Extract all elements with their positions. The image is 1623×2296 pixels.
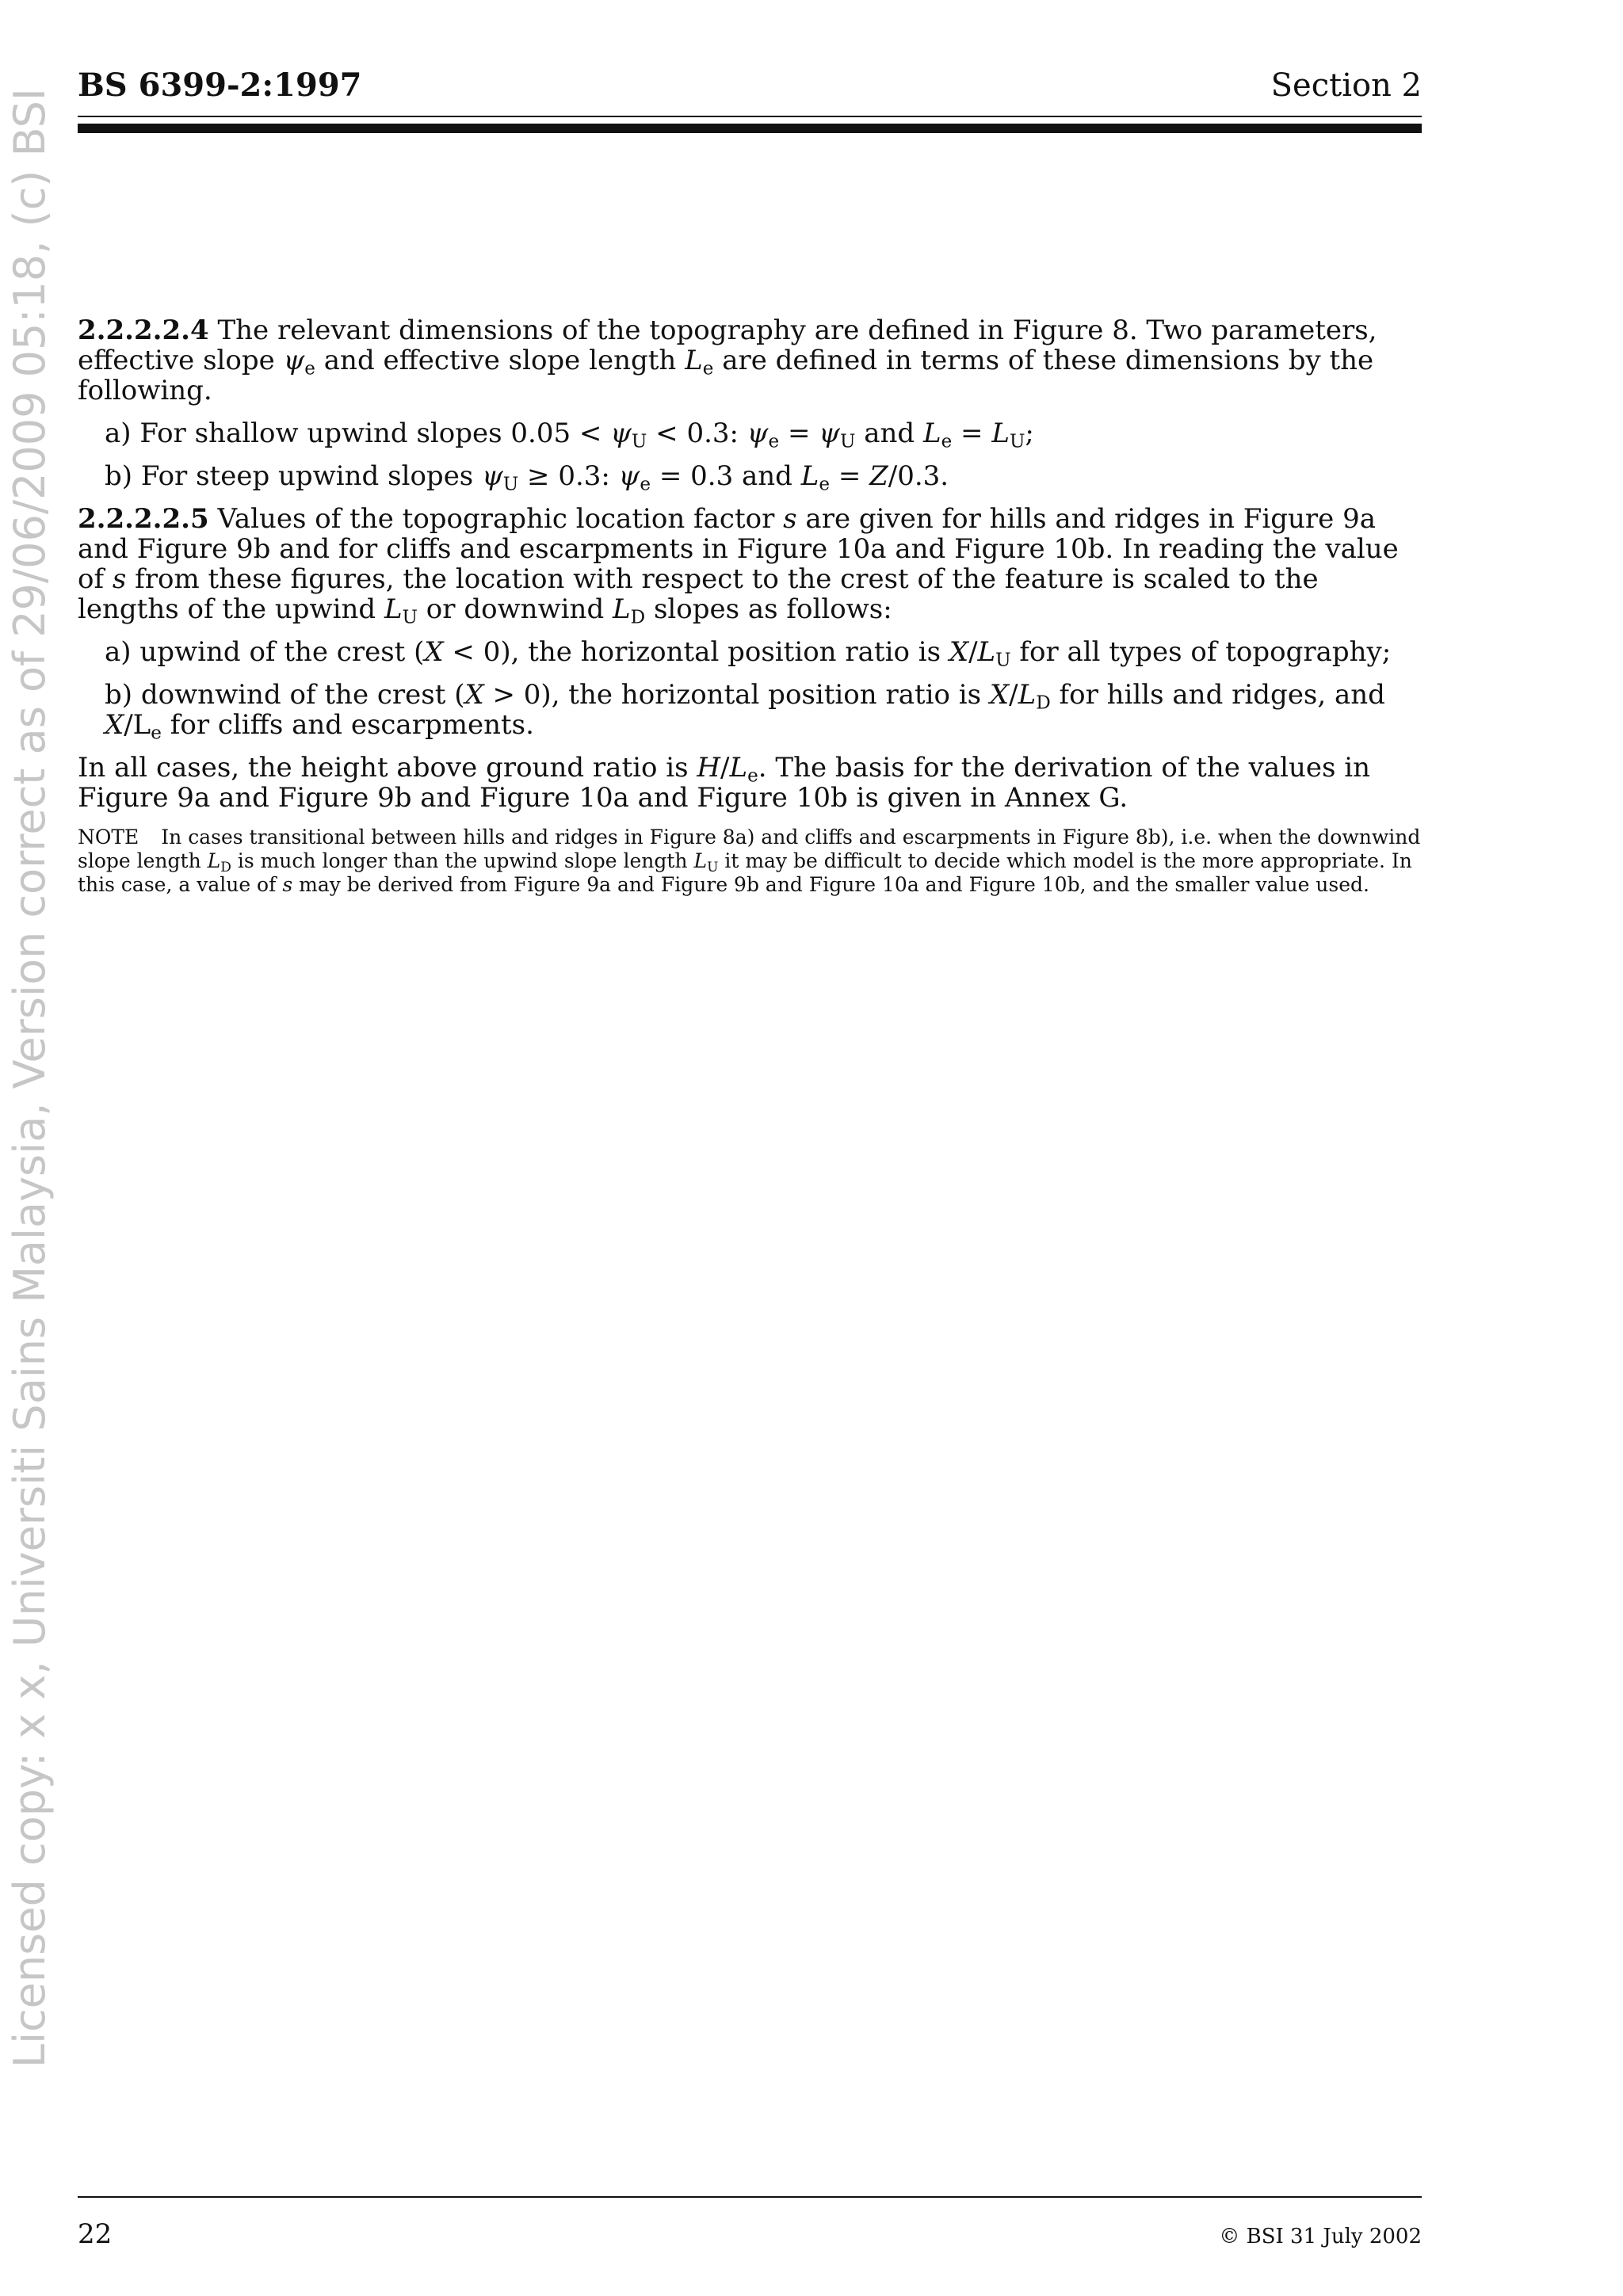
header-rule-thick xyxy=(78,124,1422,133)
note-paragraph: NOTE In cases transitional between hills and ridges in Figure 8a) and cliffs and escarpments in Figure 8b), i.e. when the downwind slope length $L_D$ is much longer than the upwind slope length $L_U$ it may be difficult to decide which model is the more appropriate. In this case, a value of s may be derived from Figure 9a and Figure 9b and Figure 10a and Figure 10b, and the smaller value used. xyxy=(78,826,1421,896)
clause-2-2-2-2-4: 2.2.2.2.4 The relevant dimensions of the topography are defined in Figure 8. Two parameters, effective slope $\psi_e$ and effective slope length $L_e$ are defined in terms of these dimensions by the following. xyxy=(78,315,1377,406)
document-code: BS 6399-2:1997 xyxy=(78,67,362,104)
page-number: 22 xyxy=(78,2218,113,2250)
clause-2-2-2-2-5: 2.2.2.2.5 Values of the topographic location factor s are given for hills and ridges in Figure 9a and Figure 9b and for cliffs and escarpments in Figure 10a and Figure 10b. In reading the value of s from these figures, the location with respect to the crest of the feature is scaled to the lengths of the upwind $L_U$ or downwind $L_D$ slopes as follows: xyxy=(78,503,1399,628)
list-item: a) upwind of the crest (X < 0), the horizontal position ratio is $X/L_U$ for all types of topography; xyxy=(105,636,1392,671)
section-label: Section 2 xyxy=(1270,67,1422,104)
page-body xyxy=(78,315,1422,910)
page-footer xyxy=(78,2218,1422,2250)
list-item: a) For shallow upwind slopes $0.05 < \psi_U < 0.3$: $\psi_e = \psi_U$ and $L_e = L_U$; xyxy=(105,418,1034,452)
page-header xyxy=(78,67,1422,104)
license-watermark: Licensed copy: x x, Universiti Sains Malaysia, Version correct as of 29/06/2009 05:18, (c) BSI xyxy=(5,88,55,2068)
list-item: b) downwind of the crest (X > 0), the horizontal position ratio is $X/L_D$ for hills and ridges, and $X/L_e$ for cliffs and escarpments. xyxy=(105,679,1385,744)
copyright-notice: © BSI 31 July 2002 xyxy=(1219,2225,1422,2248)
note-label: NOTE xyxy=(78,826,139,849)
footer-rule xyxy=(78,2196,1422,2198)
clause-number: 2.2.2.2.5 xyxy=(78,503,209,535)
all-cases-paragraph: In all cases, the height above ground ratio is $H/L_e$. The basis for the derivation of the values in Figure 9a and Figure 9b and Figure 10a and Figure 10b is given in Annex G. xyxy=(78,752,1371,814)
header-rule-thin xyxy=(78,116,1422,117)
clause-number: 2.2.2.2.4 xyxy=(78,315,209,346)
list-item: b) For steep upwind slopes $\psi_U \ge 0.3$: $\psi_e = 0.3$ and $L_e = Z/0.3$. xyxy=(105,460,949,495)
